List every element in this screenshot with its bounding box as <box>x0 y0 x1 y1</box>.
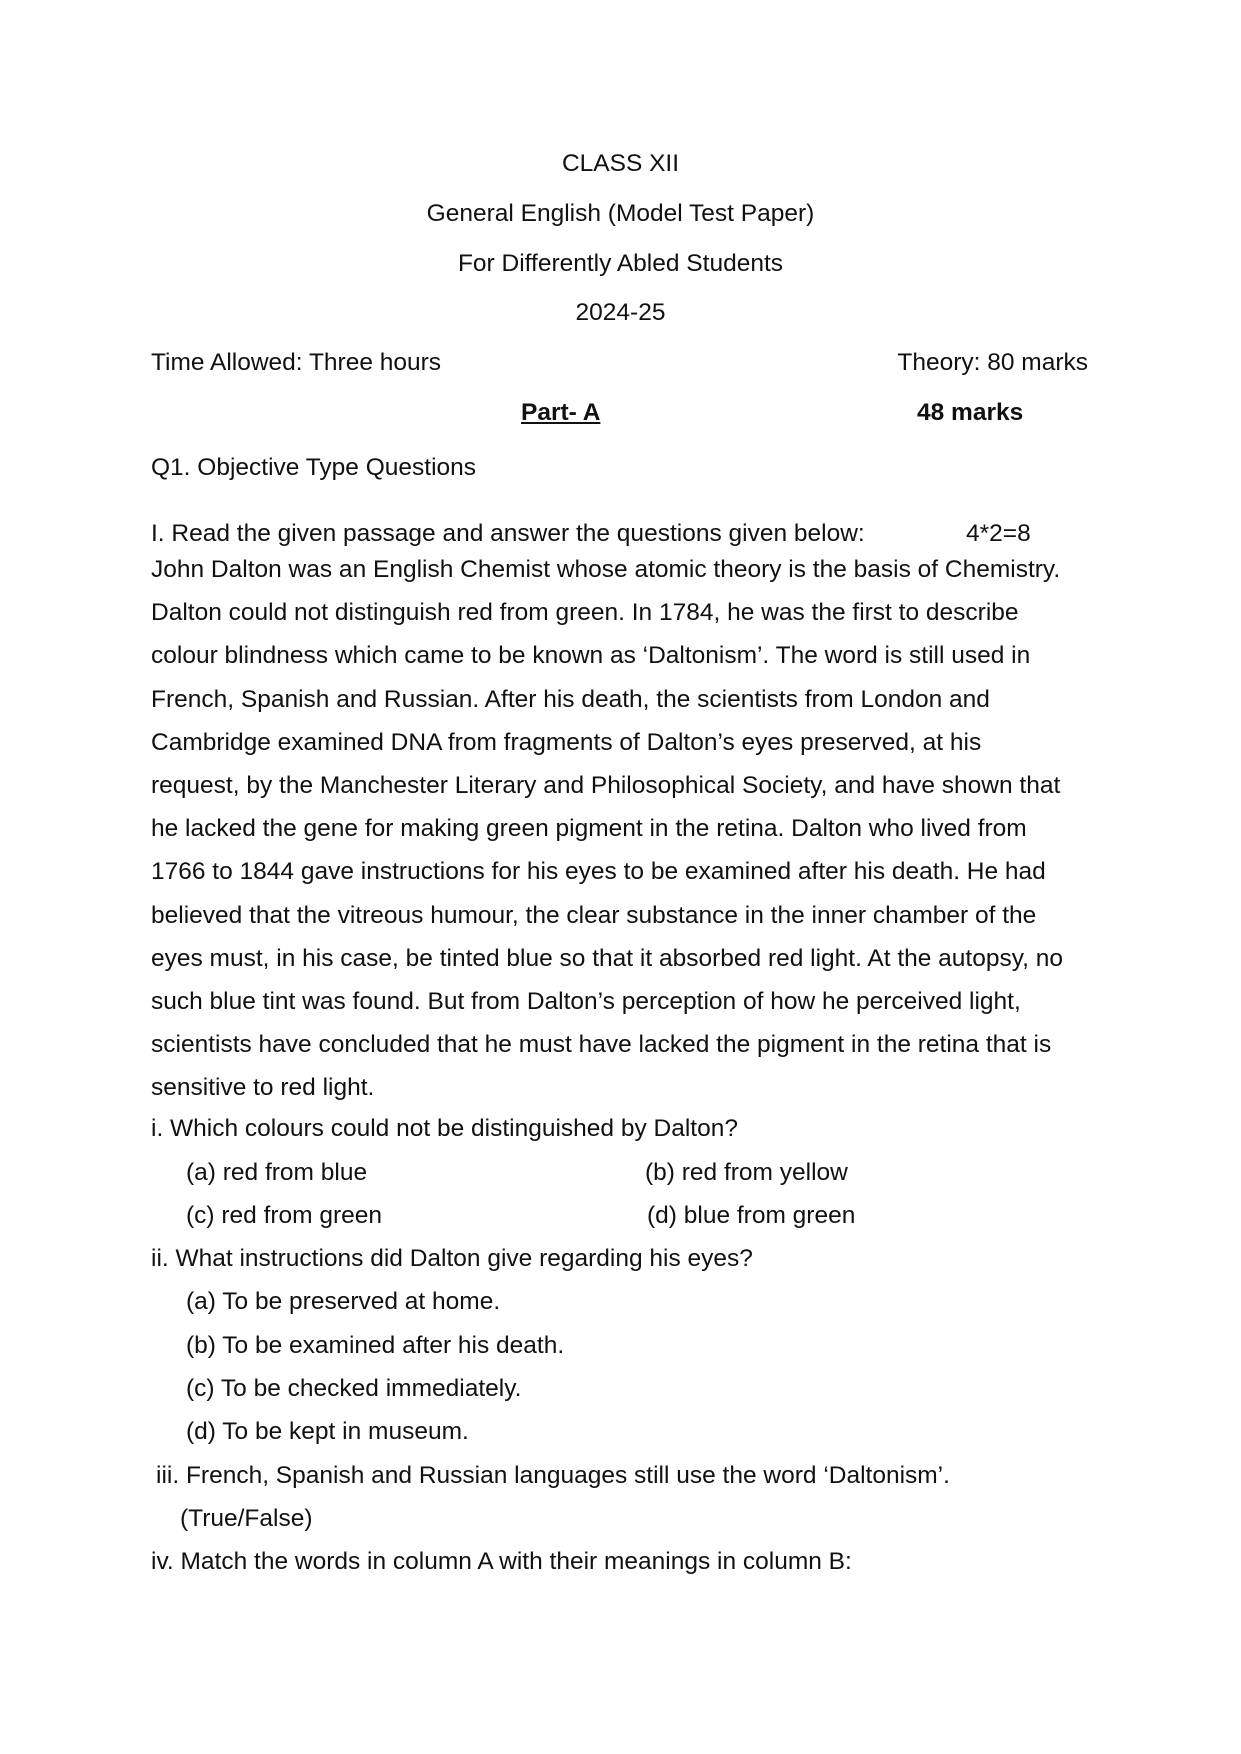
q1-instruction: I. Read the given passage and answer the questions given below: <box>151 520 865 547</box>
passage-line: such blue tint was found. But from Dalton’s perception of how he perceived light, <box>151 988 1021 1016</box>
subject-heading: General English (Model Test Paper) <box>426 200 815 227</box>
year-heading: 2024-25 <box>575 299 666 326</box>
question-i: i. Which colours could not be distinguished by Dalton? <box>151 1115 738 1142</box>
option-ii-d: (d) To be kept in museum. <box>186 1418 469 1445</box>
option-ii-c: (c) To be checked immediately. <box>186 1375 522 1402</box>
passage-line: John Dalton was an English Chemist whose atomic theory is the basis of Chemistry. <box>151 556 1061 583</box>
passage-line: French, Spanish and Russian. After his death, the scientists from London and <box>151 685 990 713</box>
question-iv: iv. Match the words in column A with their meanings in column B: <box>151 1548 852 1575</box>
question-ii: ii. What instructions did Dalton give regarding his eyes? <box>151 1245 753 1272</box>
time-allowed: Time Allowed: Three hours <box>151 349 442 376</box>
passage-line: eyes must, in his case, be tinted blue so that it absorbed red light. At the autopsy, no <box>151 944 1064 972</box>
audience-heading: For Differently Abled Students <box>457 250 784 277</box>
part-marks: 48 marks <box>917 399 1024 426</box>
passage-line: scientists have concluded that he must have lacked the pigment in the retina that is <box>151 1031 1052 1059</box>
option-ii-b: (b) To be examined after his death. <box>186 1332 565 1359</box>
option-ii-a: (a) To be preserved at home. <box>186 1288 501 1315</box>
passage-line: request, by the Manchester Literary and Philosophical Society, and have shown that <box>151 772 1061 800</box>
question-iii: iii. French, Spanish and Russian languages still use the word ‘Daltonism’. <box>156 1462 950 1489</box>
option-i-b: (b) red from yellow <box>645 1159 848 1186</box>
passage-line: colour blindness which came to be known as ‘Daltonism’. The word is still used in <box>151 642 1031 670</box>
q1-marks: 4*2=8 <box>966 520 1031 547</box>
part-label: Part- A <box>521 399 601 426</box>
option-i-d: (d) blue from green <box>647 1202 856 1229</box>
theory-marks: Theory: 80 marks <box>897 349 1088 376</box>
class-heading: CLASS XII <box>561 150 680 177</box>
passage-line: believed that the vitreous humour, the clear substance in the inner chamber of the <box>151 901 1037 929</box>
option-i-a: (a) red from blue <box>186 1159 368 1186</box>
passage-line: he lacked the gene for making green pigment in the retina. Dalton who lived from <box>151 815 1027 843</box>
passage-line: Cambridge examined DNA from fragments of Dalton’s eyes preserved, at his <box>151 728 982 756</box>
passage-line: 1766 to 1844 gave instructions for his eyes to be examined after his death. He had <box>151 858 1046 886</box>
option-i-c: (c) red from green <box>186 1202 383 1229</box>
question-iii-note: (True/False) <box>180 1505 313 1532</box>
q1-title: Q1. Objective Type Questions <box>151 454 477 481</box>
passage-line: sensitive to red light. <box>151 1074 375 1102</box>
passage <box>151 548 1091 1110</box>
passage-line: Dalton could not distinguish red from green. In 1784, he was the first to describe <box>151 599 1019 627</box>
